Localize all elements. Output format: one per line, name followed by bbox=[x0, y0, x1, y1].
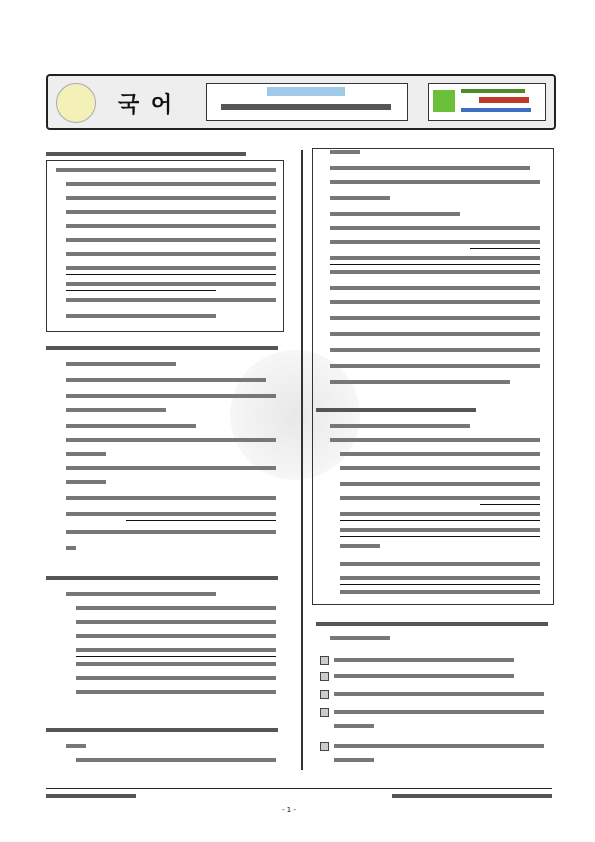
choice-marker-2 bbox=[320, 672, 329, 681]
column-divider bbox=[301, 150, 303, 770]
publisher-mark-icon bbox=[433, 90, 455, 112]
choice-marker-1 bbox=[320, 656, 329, 665]
subject-title: 국 어 bbox=[118, 92, 175, 118]
exam-tag bbox=[267, 87, 345, 96]
choice-marker-5 bbox=[320, 742, 329, 751]
exam-title-box bbox=[206, 83, 408, 121]
logo-emblem bbox=[56, 83, 96, 123]
footer-rule bbox=[46, 788, 552, 789]
page-header bbox=[46, 74, 556, 130]
choice-marker-4 bbox=[320, 708, 329, 717]
page-number: - 1 - bbox=[282, 806, 296, 814]
publisher-logo bbox=[428, 83, 546, 121]
exam-description bbox=[221, 104, 391, 110]
choice-marker-3 bbox=[320, 690, 329, 699]
